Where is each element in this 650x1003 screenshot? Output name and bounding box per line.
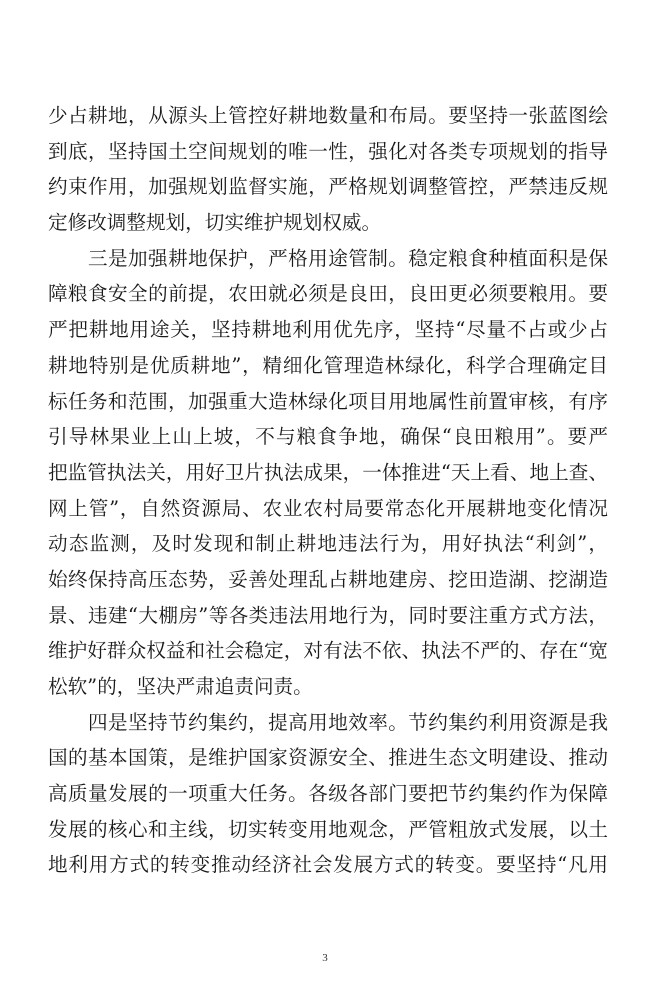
text-line: 把监管执法关，用好卫片执法成果，一体推进“天上看、地上查、 — [48, 460, 608, 484]
text-line: 耕地特别是优质耕地”，精细化管理造林绿化，科学合理确定目 — [48, 353, 608, 377]
text-line: 动态监测，及时发现和制止耕地违法行为，用好执法“利剑”， — [48, 532, 608, 556]
paragraph-start-line: 三是加强耕地保护，严格用途管制。稳定粮食种植面积是保 — [88, 246, 608, 270]
text-line: 严把耕地用途关，坚持耕地利用优先序，坚持“尽量不占或少占 — [48, 318, 608, 342]
text-line: 景、违建“大棚房”等各类违法用地行为，同时要注重方式方法， — [48, 603, 608, 627]
text-line: 始终保持高压态势，妥善处理乱占耕地建房、挖田造湖、挖湖造 — [48, 567, 608, 591]
text-line: 高质量发展的一项重大任务。各级各部门要把节约集约作为保障 — [48, 782, 608, 806]
text-line: 发展的核心和主线，切实转变用地观念，严管粗放式发展，以土 — [48, 817, 608, 841]
text-line: 网上管”，自然资源局、农业农村局要常态化开展耕地变化情况 — [48, 496, 608, 520]
text-line: 约束作用，加强规划监督实施，严格规划调整管控，严禁违反规 — [48, 175, 608, 199]
text-line: 国的基本国策，是维护国家资源安全、推进生态文明建设、推动 — [48, 746, 608, 770]
text-line: 松软”的，坚决严肃追责问责。 — [48, 675, 313, 698]
text-line: 定修改调整规划，切实维护规划权威。 — [48, 211, 382, 235]
text-line: 障粮食安全的前提，农田就必须是良田，良田更必须要粮用。要 — [48, 282, 608, 306]
text-line: 引导林果业上山上坡，不与粮食争地，确保“良田粮用”。要严 — [48, 425, 608, 449]
paragraph-start-line: 四是坚持节约集约，提高用地效率。节约集约利用资源是我 — [88, 710, 608, 734]
text-line: 维护好群众权益和社会稳定，对有法不依、执法不严的、存在“宽 — [48, 639, 608, 663]
text-line: 少占耕地，从源头上管控好耕地数量和布局。要坚持一张蓝图绘 — [48, 104, 608, 127]
text-line: 标任务和范围，加强重大造林绿化项目用地属性前置审核，有序 — [48, 389, 608, 413]
body-text — [48, 98, 608, 883]
text-line: 到底，坚持国土空间规划的唯一性，强化对各类专项规划的指导 — [48, 139, 608, 163]
text-line: 地利用方式的转变推动经济社会发展方式的转变。要坚持“凡用 — [48, 853, 608, 877]
page-number: 3 — [322, 952, 328, 964]
